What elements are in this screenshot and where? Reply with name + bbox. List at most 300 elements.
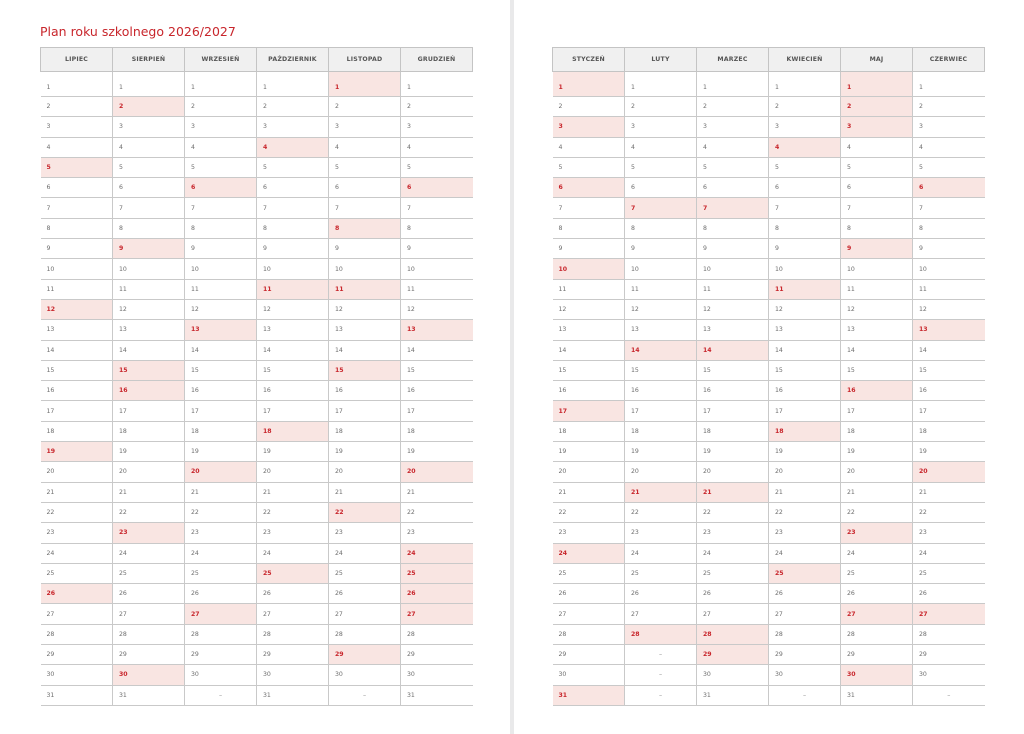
day-row [41, 442, 473, 462]
day-cell: 5 [913, 157, 985, 177]
day-cell: 27 [329, 604, 401, 624]
day-cell: 24 [257, 543, 329, 563]
day-cell: 15 [841, 360, 913, 380]
day-cell: 27 [185, 604, 257, 624]
day-cell: 1 [113, 72, 185, 97]
day-row [553, 299, 985, 319]
day-cell: 8 [697, 218, 769, 238]
day-row [553, 72, 985, 97]
day-cell: 7 [769, 198, 841, 218]
day-cell: 2 [185, 97, 257, 117]
day-cell: 2 [257, 97, 329, 117]
day-cell: 2 [329, 97, 401, 117]
day-cell: 1 [41, 72, 113, 97]
day-cell: 14 [401, 340, 473, 360]
day-cell: 4 [553, 137, 625, 157]
day-cell: 21 [113, 482, 185, 502]
day-cell: 15 [401, 360, 473, 380]
calendar-table-left [40, 47, 473, 706]
day-cell: 17 [41, 401, 113, 421]
day-cell: 7 [841, 198, 913, 218]
day-cell: 11 [113, 279, 185, 299]
day-row [553, 502, 985, 522]
day-cell: 26 [697, 584, 769, 604]
day-row [41, 239, 473, 259]
day-cell: 11 [329, 279, 401, 299]
day-row [553, 360, 985, 380]
day-cell: 28 [41, 624, 113, 644]
day-cell: 17 [697, 401, 769, 421]
day-cell: 16 [913, 381, 985, 401]
day-cell: 26 [329, 584, 401, 604]
day-cell: 11 [697, 279, 769, 299]
day-cell: 28 [913, 624, 985, 644]
day-cell: 21 [841, 482, 913, 502]
day-cell: 8 [553, 218, 625, 238]
day-cell: 2 [401, 97, 473, 117]
day-cell: 22 [697, 502, 769, 522]
day-cell: 21 [553, 482, 625, 502]
day-cell: 6 [769, 178, 841, 198]
day-cell: 23 [913, 523, 985, 543]
day-cell: 11 [625, 279, 697, 299]
day-cell: 30 [697, 665, 769, 685]
day-row [553, 279, 985, 299]
day-cell: 15 [913, 360, 985, 380]
day-cell: 27 [841, 604, 913, 624]
day-cell: 8 [401, 218, 473, 238]
day-cell: 24 [401, 543, 473, 563]
day-cell: 19 [841, 442, 913, 462]
day-cell: 13 [841, 320, 913, 340]
day-cell: 10 [41, 259, 113, 279]
day-cell: 1 [913, 72, 985, 97]
day-cell: 16 [401, 381, 473, 401]
day-cell: 20 [329, 462, 401, 482]
day-cell: 12 [625, 299, 697, 319]
day-cell: 7 [41, 198, 113, 218]
day-cell: 22 [257, 502, 329, 522]
day-cell: 9 [185, 239, 257, 259]
day-cell: 1 [841, 72, 913, 97]
day-cell: 3 [769, 117, 841, 137]
day-cell: 24 [769, 543, 841, 563]
day-cell: 9 [401, 239, 473, 259]
day-cell: 19 [329, 442, 401, 462]
day-cell: 14 [913, 340, 985, 360]
month-header: GRUDZIEŃ [401, 48, 473, 72]
day-row [41, 157, 473, 177]
day-cell: 8 [625, 218, 697, 238]
day-cell: 18 [625, 421, 697, 441]
day-cell: 26 [257, 584, 329, 604]
empty-day-cell: – [913, 685, 985, 705]
day-row [41, 340, 473, 360]
day-cell: 5 [769, 157, 841, 177]
month-header: MARZEC [697, 48, 769, 72]
day-cell: 19 [625, 442, 697, 462]
day-cell: 12 [913, 299, 985, 319]
empty-day-cell: – [769, 685, 841, 705]
day-cell: 27 [257, 604, 329, 624]
day-cell: 16 [841, 381, 913, 401]
day-cell: 7 [185, 198, 257, 218]
day-cell: 22 [41, 502, 113, 522]
day-row [553, 543, 985, 563]
day-row [553, 665, 985, 685]
day-cell: 26 [41, 584, 113, 604]
day-cell: 25 [841, 563, 913, 583]
day-cell: 19 [41, 442, 113, 462]
day-row [41, 401, 473, 421]
day-cell: 9 [553, 239, 625, 259]
day-cell: 9 [625, 239, 697, 259]
day-row [41, 259, 473, 279]
day-cell: 29 [769, 645, 841, 665]
day-cell: 10 [697, 259, 769, 279]
day-cell: 16 [329, 381, 401, 401]
day-cell: 7 [697, 198, 769, 218]
day-cell: 22 [553, 502, 625, 522]
day-row [553, 218, 985, 238]
day-row [553, 645, 985, 665]
day-cell: 17 [913, 401, 985, 421]
empty-day-cell: – [329, 685, 401, 705]
day-cell: 18 [769, 421, 841, 441]
day-cell: 13 [769, 320, 841, 340]
day-cell: 12 [841, 299, 913, 319]
day-cell: 1 [625, 72, 697, 97]
day-cell: 30 [113, 665, 185, 685]
day-cell: 10 [769, 259, 841, 279]
day-cell: 15 [257, 360, 329, 380]
month-header: STYCZEŃ [553, 48, 625, 72]
day-cell: 18 [401, 421, 473, 441]
day-cell: 5 [625, 157, 697, 177]
day-cell: 30 [769, 665, 841, 685]
day-cell: 9 [113, 239, 185, 259]
day-cell: 29 [913, 645, 985, 665]
day-cell: 23 [841, 523, 913, 543]
day-cell: 30 [913, 665, 985, 685]
day-row [553, 442, 985, 462]
day-cell: 7 [257, 198, 329, 218]
day-cell: 17 [625, 401, 697, 421]
day-cell: 6 [841, 178, 913, 198]
day-cell: 28 [769, 624, 841, 644]
day-cell: 27 [401, 604, 473, 624]
day-cell: 7 [401, 198, 473, 218]
day-row [553, 685, 985, 705]
day-row [553, 563, 985, 583]
day-cell: 19 [257, 442, 329, 462]
day-cell: 30 [185, 665, 257, 685]
day-cell: 1 [329, 72, 401, 97]
day-cell: 9 [329, 239, 401, 259]
empty-day-cell: – [625, 685, 697, 705]
day-cell: 5 [553, 157, 625, 177]
day-cell: 28 [625, 624, 697, 644]
day-cell: 28 [401, 624, 473, 644]
day-cell: 30 [841, 665, 913, 685]
day-cell: 5 [257, 157, 329, 177]
day-cell: 26 [553, 584, 625, 604]
day-cell: 4 [185, 137, 257, 157]
day-cell: 2 [625, 97, 697, 117]
day-row [553, 97, 985, 117]
day-cell: 26 [625, 584, 697, 604]
day-cell: 10 [329, 259, 401, 279]
day-cell: 31 [841, 685, 913, 705]
day-cell: 8 [113, 218, 185, 238]
day-row [41, 137, 473, 157]
day-cell: 30 [329, 665, 401, 685]
day-cell: 26 [841, 584, 913, 604]
day-cell: 8 [41, 218, 113, 238]
day-cell: 5 [697, 157, 769, 177]
empty-day-cell: – [185, 685, 257, 705]
day-cell: 3 [41, 117, 113, 137]
day-cell: 3 [401, 117, 473, 137]
day-cell: 1 [401, 72, 473, 97]
day-cell: 21 [769, 482, 841, 502]
day-cell: 22 [329, 502, 401, 522]
day-cell: 28 [553, 624, 625, 644]
day-row [553, 401, 985, 421]
day-cell: 30 [257, 665, 329, 685]
day-cell: 6 [401, 178, 473, 198]
day-cell: 14 [625, 340, 697, 360]
day-row [553, 523, 985, 543]
day-cell: 13 [553, 320, 625, 340]
day-cell: 29 [257, 645, 329, 665]
day-cell: 28 [329, 624, 401, 644]
day-cell: 12 [769, 299, 841, 319]
day-cell: 14 [257, 340, 329, 360]
day-cell: 16 [185, 381, 257, 401]
day-cell: 14 [769, 340, 841, 360]
day-cell: 18 [697, 421, 769, 441]
day-cell: 10 [257, 259, 329, 279]
day-cell: 2 [913, 97, 985, 117]
day-cell: 9 [697, 239, 769, 259]
day-cell: 19 [185, 442, 257, 462]
day-row [553, 137, 985, 157]
day-cell: 4 [257, 137, 329, 157]
day-cell: 13 [185, 320, 257, 340]
day-cell: 1 [185, 72, 257, 97]
day-cell: 13 [329, 320, 401, 340]
day-cell: 29 [841, 645, 913, 665]
day-cell: 20 [697, 462, 769, 482]
day-row [41, 279, 473, 299]
day-cell: 16 [697, 381, 769, 401]
day-cell: 15 [185, 360, 257, 380]
day-row [41, 482, 473, 502]
month-header: CZERWIEC [913, 48, 985, 72]
day-cell: 21 [41, 482, 113, 502]
day-cell: 25 [769, 563, 841, 583]
day-cell: 10 [841, 259, 913, 279]
day-cell: 11 [185, 279, 257, 299]
day-cell: 29 [553, 645, 625, 665]
day-cell: 22 [625, 502, 697, 522]
day-cell: 6 [625, 178, 697, 198]
day-cell: 8 [185, 218, 257, 238]
day-cell: 11 [841, 279, 913, 299]
day-cell: 22 [913, 502, 985, 522]
day-row [553, 462, 985, 482]
day-row [41, 72, 473, 97]
day-cell: 16 [625, 381, 697, 401]
day-cell: 23 [769, 523, 841, 543]
day-cell: 24 [329, 543, 401, 563]
day-row [553, 178, 985, 198]
day-cell: 20 [185, 462, 257, 482]
day-cell: 22 [401, 502, 473, 522]
month-header-row [41, 48, 473, 72]
day-cell: 5 [329, 157, 401, 177]
day-cell: 30 [41, 665, 113, 685]
day-cell: 28 [113, 624, 185, 644]
day-cell: 12 [113, 299, 185, 319]
day-row [41, 299, 473, 319]
day-row [553, 340, 985, 360]
day-cell: 10 [553, 259, 625, 279]
day-cell: 20 [913, 462, 985, 482]
day-cell: 22 [769, 502, 841, 522]
day-row [553, 584, 985, 604]
day-row [553, 239, 985, 259]
day-cell: 15 [553, 360, 625, 380]
day-cell: 13 [625, 320, 697, 340]
day-cell: 19 [697, 442, 769, 462]
day-cell: 3 [697, 117, 769, 137]
day-cell: 17 [185, 401, 257, 421]
day-cell: 8 [841, 218, 913, 238]
day-cell: 3 [257, 117, 329, 137]
day-row [41, 665, 473, 685]
day-cell: 30 [401, 665, 473, 685]
day-cell: 23 [625, 523, 697, 543]
day-cell: 31 [401, 685, 473, 705]
day-cell: 7 [329, 198, 401, 218]
empty-day-cell: – [625, 665, 697, 685]
day-cell: 4 [913, 137, 985, 157]
day-cell: 28 [257, 624, 329, 644]
day-row [41, 462, 473, 482]
day-cell: 15 [329, 360, 401, 380]
day-cell: 5 [185, 157, 257, 177]
day-cell: 13 [257, 320, 329, 340]
day-row [41, 604, 473, 624]
day-cell: 27 [553, 604, 625, 624]
day-row [41, 178, 473, 198]
day-cell: 14 [697, 340, 769, 360]
day-cell: 20 [553, 462, 625, 482]
day-cell: 14 [841, 340, 913, 360]
day-cell: 24 [913, 543, 985, 563]
day-cell: 20 [401, 462, 473, 482]
day-cell: 6 [553, 178, 625, 198]
day-cell: 1 [553, 72, 625, 97]
day-cell: 21 [625, 482, 697, 502]
day-cell: 23 [401, 523, 473, 543]
day-cell: 29 [329, 645, 401, 665]
day-cell: 29 [697, 645, 769, 665]
day-cell: 14 [185, 340, 257, 360]
day-row [553, 482, 985, 502]
day-cell: 13 [913, 320, 985, 340]
day-row [41, 624, 473, 644]
day-cell: 19 [113, 442, 185, 462]
day-cell: 4 [697, 137, 769, 157]
day-cell: 25 [553, 563, 625, 583]
day-cell: 19 [769, 442, 841, 462]
day-cell: 21 [401, 482, 473, 502]
day-cell: 14 [113, 340, 185, 360]
day-cell: 4 [41, 137, 113, 157]
month-header: KWIECIEŃ [769, 48, 841, 72]
day-cell: 16 [113, 381, 185, 401]
day-row [41, 645, 473, 665]
day-cell: 10 [185, 259, 257, 279]
day-cell: 20 [41, 462, 113, 482]
day-cell: 23 [41, 523, 113, 543]
day-cell: 23 [553, 523, 625, 543]
day-cell: 20 [769, 462, 841, 482]
day-cell: 19 [553, 442, 625, 462]
day-cell: 31 [553, 685, 625, 705]
day-cell: 6 [41, 178, 113, 198]
day-cell: 10 [401, 259, 473, 279]
day-cell: 17 [553, 401, 625, 421]
day-cell: 2 [113, 97, 185, 117]
day-cell: 29 [401, 645, 473, 665]
day-cell: 23 [185, 523, 257, 543]
day-cell: 11 [553, 279, 625, 299]
day-cell: 6 [185, 178, 257, 198]
day-cell: 28 [841, 624, 913, 644]
day-cell: 25 [41, 563, 113, 583]
day-cell: 13 [697, 320, 769, 340]
day-cell: 25 [625, 563, 697, 583]
day-cell: 15 [41, 360, 113, 380]
day-cell: 5 [113, 157, 185, 177]
day-cell: 23 [113, 523, 185, 543]
day-row [41, 320, 473, 340]
day-cell: 10 [625, 259, 697, 279]
day-cell: 22 [113, 502, 185, 522]
day-cell: 28 [697, 624, 769, 644]
day-cell: 20 [113, 462, 185, 482]
day-cell: 18 [913, 421, 985, 441]
day-cell: 1 [769, 72, 841, 97]
day-cell: 25 [329, 563, 401, 583]
day-cell: 26 [185, 584, 257, 604]
day-cell: 12 [553, 299, 625, 319]
day-cell: 6 [913, 178, 985, 198]
day-cell: 27 [913, 604, 985, 624]
day-cell: 12 [41, 299, 113, 319]
day-cell: 8 [329, 218, 401, 238]
day-cell: 25 [113, 563, 185, 583]
day-row [41, 360, 473, 380]
day-cell: 15 [113, 360, 185, 380]
day-cell: 11 [257, 279, 329, 299]
day-cell: 13 [113, 320, 185, 340]
day-cell: 15 [769, 360, 841, 380]
